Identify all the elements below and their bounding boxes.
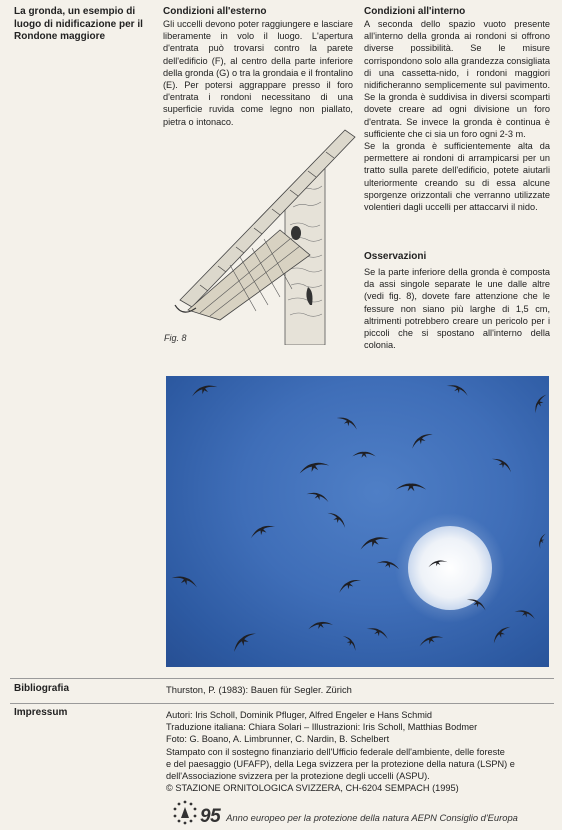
label-impressum: Impressum [14,707,68,718]
photo-scene [166,376,549,667]
impressum-line: Autori: Iris Scholl, Dominik Pfluger, Alfred Engeler e Hans Schmid [166,710,433,720]
heading-osservazioni: Osservazioni [364,251,427,262]
text-esterno: Gli uccelli devono poter raggiungere e lasciare liberamente in volo il luogo. L'apertura d'entrata può trovarsi contro la parete dell'edificio (F), al centro della parte inferiore della gronda (G) o tra la grondaia e il frontalino (E). Per potersi aggrappare presso il foro d'entrata i rondoni necessitano di una superficie ruvida come legno non piallato, pietra o intonaco. [163,19,353,127]
impressum-line: Foto: G. Boano, A. Limbrunner, C. Nardin, B. Schelbert [166,734,390,745]
heading-interno: Condizioni all'interno [364,6,466,17]
impressum-line: dell'Associazione svizzera per la protezione degli uccelli (ASPU). [166,771,430,782]
impressum-line: Traduzione italiana: Chiara Solari – Illustrazioni: Iris Scholl, Matthias Bodmer [166,722,478,733]
impressum-line: Stampato con il sostegno finanziario dell'Ufficio federale dell'ambiente, delle foreste [166,746,505,757]
impressum-line: © STAZIONE ORNITOLOGICA SVIZZERA, CH-6204 SEMPACH (1995) [166,783,459,794]
text-bibliografia: Thurston, P. (1983): Bauen für Segler. Zürich [166,684,352,695]
european-stars-logo [170,799,200,827]
label-bibliografia: Bibliografia [14,683,70,694]
column-esterno [163,6,353,128]
footer-text: Anno europeo per la protezione della natura AEPN Consiglio d'Europa [226,811,518,823]
text-interno-2: Se la gronda è sufficientemente alta da permettere ai rondoni di arrampicarsi per un tratto sulla parete dell'edificio, potete aiutarli ulteriormente creando su di essa alcune sporgenze orizzontali che verranno utilizzate volentieri dagli uccelli per attaccarvi il nido. [364,141,550,213]
text-osservazioni: Se la parte inferiore della gronda è composta da assi singole separate le une dalle altre (vedi fig. 8), dovete fare attenzione che le fessure non siano più larghe di 1,5 cm, altrimenti potrebbero creare un pericolo per i piccoli che si spostano all'interno della colonia. [364,267,550,351]
eave-illustration [160,115,360,345]
footer-number: 95 [200,806,221,827]
swifts-moon-photo [166,376,549,667]
impressum-line: e del paesaggio (UFAFP), della Lega svizzera per la protezione della natura (LSPN) e [166,758,515,769]
column-interno [364,6,550,213]
column-osservazioni [364,251,550,351]
heading-esterno: Condizioni all'esterno [163,6,267,17]
section-title: La gronda, un esempio di luogo di nidificazione per il Rondone maggiore [14,6,143,42]
footer [200,806,518,828]
impressum-block [166,709,552,794]
divider-2 [10,703,554,704]
figure-caption: Fig. 8 [164,333,187,343]
text-interno-1: A seconda dello spazio vuoto presente all'interno della gronda ai rondoni si offrono diverse possibilità. Se le misure corrispondono solo alla grandezza consigliata di una cassetta-nido, i rondoni maggiori nidificheranno semplicemente sul pavimento. Se la gronda è suddivisa in diversi scomparti dovete creare ad ogni divisione un foro d'entrata. Se invece la gronda è continua è sufficiente che ci sia un foro ogni 2-3 m. [364,19,550,139]
divider-1 [10,678,554,679]
